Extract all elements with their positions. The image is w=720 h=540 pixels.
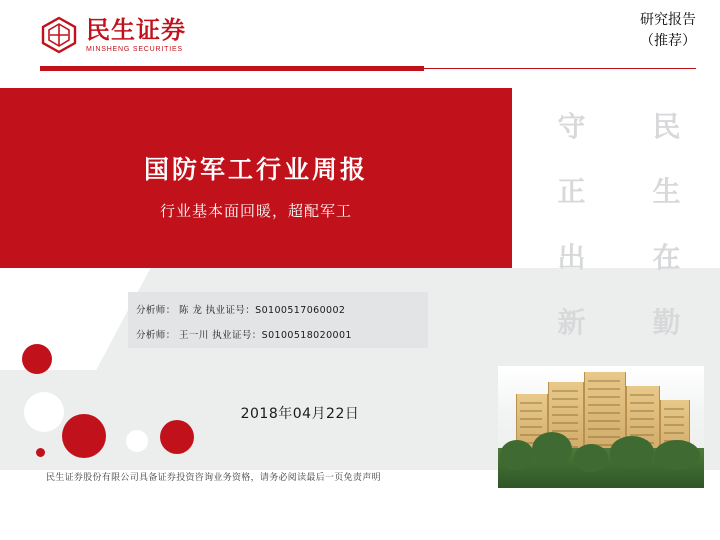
calligraphy-char: 新 <box>557 306 586 340</box>
report-type-label <box>640 10 696 52</box>
building-window-row <box>520 402 542 404</box>
building-window-row <box>664 432 684 434</box>
building-window-row <box>588 388 620 390</box>
calligraphy-char: 勤 <box>652 306 681 340</box>
decorative-circle <box>126 430 148 452</box>
calligraphy-char: 在 <box>652 240 681 274</box>
building-window-row <box>520 410 542 412</box>
headquarters-building-image <box>498 366 704 488</box>
calligraphy-char: 出 <box>557 240 586 274</box>
calligraphy-char: 生 <box>652 175 681 209</box>
tree <box>654 440 700 470</box>
building-window-row <box>520 426 542 428</box>
page-subtitle: 行业基本面回暖，超配军工 <box>159 202 352 220</box>
building-window-row <box>664 408 684 410</box>
calligraphy-char: 正 <box>557 175 586 209</box>
title-red-block <box>0 88 512 268</box>
decorative-circle <box>22 344 52 374</box>
decorative-circle <box>24 392 64 432</box>
building-window-row <box>552 390 578 392</box>
report-type-line1: 研究报告 <box>640 12 696 28</box>
header-thin-rule <box>424 68 696 69</box>
tree <box>610 436 654 468</box>
building-window-row <box>588 436 620 438</box>
report-date: 2018年04月22日 <box>240 406 360 422</box>
disclaimer-text: 民生证券股份有限公司具备证券投资咨询业务资格，请务必阅读最后一页免责声明 <box>46 473 381 483</box>
building-window-row <box>552 398 578 400</box>
building-window-row <box>588 420 620 422</box>
calligraphy-char: 民 <box>652 109 681 143</box>
building-window-row <box>588 404 620 406</box>
decorative-circle <box>160 420 194 454</box>
building-window-row <box>630 426 654 428</box>
building-window-row <box>552 406 578 408</box>
page-title: 国防军工行业周报 <box>143 155 368 184</box>
header-red-rule <box>40 66 424 71</box>
minsheng-securities-logo-icon <box>40 16 78 54</box>
building-window-row <box>664 416 684 418</box>
brand-logo-text <box>86 15 186 53</box>
building-window-row <box>588 396 620 398</box>
tree <box>532 432 572 466</box>
building-window-row <box>664 424 684 426</box>
building-window-row <box>588 412 620 414</box>
tree <box>574 444 608 472</box>
building-window-row <box>588 380 620 382</box>
building-window-row <box>630 410 654 412</box>
decorative-circle <box>36 448 45 457</box>
report-type-line2: （推荐） <box>640 33 696 49</box>
building-window-row <box>588 428 620 430</box>
building-window-row <box>630 394 654 396</box>
brand-name-cn: 民生证券 <box>86 15 186 44</box>
slide-header <box>0 0 720 64</box>
calligraphy-slogan <box>524 92 714 354</box>
analyst-line-2: 分析师： 王一川 执业证号：S0100518020001 <box>136 330 352 341</box>
bottom-white-area <box>0 488 720 540</box>
building-window-row <box>630 402 654 404</box>
calligraphy-char: 守 <box>557 109 586 143</box>
building-window-row <box>630 418 654 420</box>
analyst-line-1: 分析师： 陈 龙 执业证号：S0100517060002 <box>136 305 346 316</box>
brand-name-en: MINSHENG SECURITIES <box>86 45 183 53</box>
building-window-row <box>520 418 542 420</box>
analyst-info-box <box>128 292 428 348</box>
tree <box>500 440 534 470</box>
brand-logo <box>40 16 186 54</box>
decorative-circle <box>62 414 106 458</box>
building-window-row <box>552 422 578 424</box>
building-window-row <box>552 414 578 416</box>
